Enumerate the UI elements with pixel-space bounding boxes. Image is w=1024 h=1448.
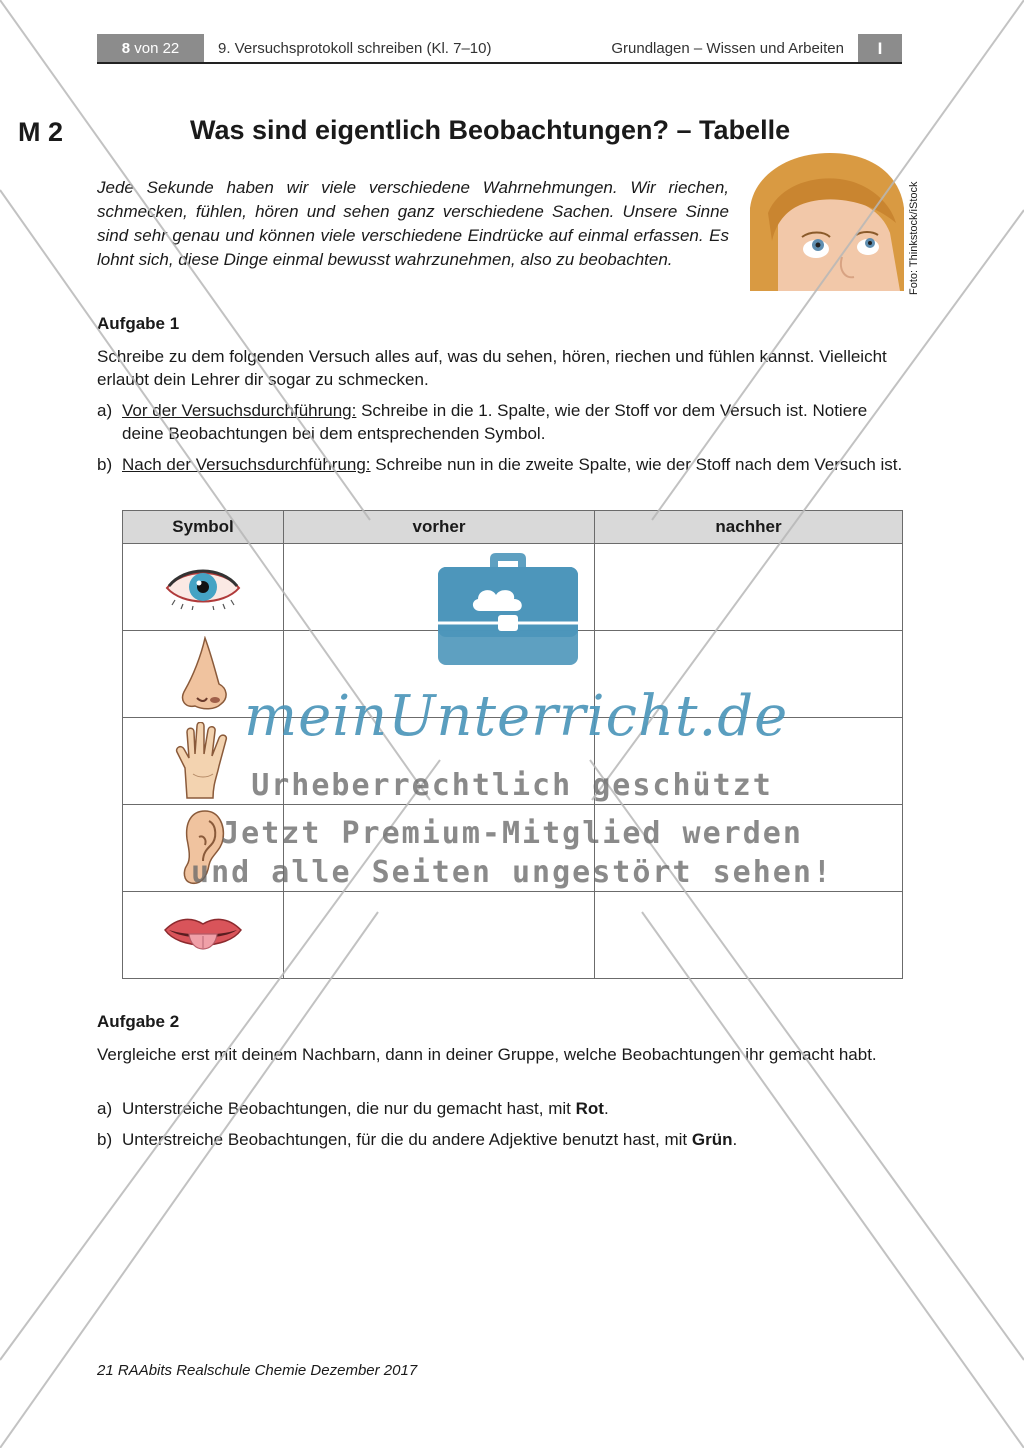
watermark-line-3: und alle Seiten ungestört sehen! [191,855,833,890]
mouth-icon [163,910,243,960]
symbol-cell [123,805,284,892]
table-row [123,718,903,805]
item-bold: Grün [691,1130,733,1149]
task1-heading: Aufgabe 1 [97,314,180,333]
table-row [123,805,903,892]
task2-heading: Aufgabe 2 [97,1012,180,1031]
item-underlined: Vor der Versuchsdurchführung: [122,401,357,420]
page-count: von 22 [134,40,180,57]
hand-icon [173,722,233,800]
table-row [123,544,903,631]
page-number: 8 [121,40,131,57]
item-text: Unterstreiche Beobachtungen, für die du andere Adjektive benutzt hast, mit [122,1130,692,1149]
nose-icon [175,636,231,712]
item-end: . [732,1130,738,1149]
cell-nachher[interactable] [595,718,903,805]
page-number-badge [97,34,204,63]
task1-item-b [97,453,907,476]
item-rest: Schreibe in die 1. Spalte, wie der Stoff vor dem Versuch ist. Notiere deine Beobachtungen bei dem entsprechenden Symbol. [122,401,868,443]
item-label: b) [97,455,113,474]
symbol-cell [123,718,284,805]
material-label: M 2 [18,117,64,147]
photo-credit: Foto: Thinkstock/iStock [908,181,920,295]
task1-item-a [97,399,907,445]
ear-icon [179,809,227,887]
cell-vorher[interactable] [284,631,595,718]
header-section: Grundlagen – Wissen und Arbeiten [611,40,844,57]
symbol-cell [123,631,284,718]
watermark-line-2: Jetzt Premium-Mitglied werden [221,816,803,851]
col-header-nachher: nachher [595,511,903,544]
observation-table [122,510,903,979]
symbol-cell [123,892,284,979]
footer-text: 21 RAAbits Realschule Chemie Dezember 2017 [97,1362,418,1379]
intro-text: Jede Sekunde haben wir viele verschiedene Wahrnehmungen. Wir riechen, schmecken, fühlen, hören und sehen ganz verschiedene Sachen. Unsere Sinne sind sehr genau und können viele verschiedene Eindrücke auf einmal erfassen. Es lohnt sich, diese Dinge einmal bewusst wahrzunehmen, also zu beobachten. [97,178,729,269]
task2-item-a [97,1097,907,1120]
item-end: . [603,1099,609,1118]
watermark-logo: meinUnterricht.de [244,684,789,749]
header-level: I [858,34,902,63]
item-rest: Schreibe nun in die zweite Spalte, wie der Stoff nach dem Versuch ist. [370,455,903,474]
symbol-cell [123,544,284,631]
col-header-vorher: vorher [284,511,595,544]
cell-vorher[interactable] [284,718,595,805]
girl-photo [750,153,904,291]
table-row [123,892,903,979]
cell-nachher[interactable] [595,544,903,631]
task2-item-b [97,1128,907,1151]
watermark-line-1: Urheberrechtlich geschützt [251,768,773,803]
item-bold: Rot [575,1099,604,1118]
item-label: a) [97,401,113,420]
cell-nachher[interactable] [595,631,903,718]
item-label: b) [97,1130,113,1149]
header-title: 9. Versuchsprotokoll schreiben (Kl. 7–10) [218,40,492,57]
cell-vorher[interactable] [284,805,595,892]
task2-text: Vergleiche erst mit deinem Nachbarn, dann in deiner Gruppe, welche Beobachtungen ihr gemacht habt. [97,1045,877,1064]
item-underlined: Nach der Versuchsdurchführung: [122,455,371,474]
header-divider [97,62,902,64]
cell-vorher[interactable] [284,892,595,979]
table-header-row [123,511,903,544]
item-label: a) [97,1099,113,1118]
page-title: Was sind eigentlich Beobachtungen? – Tabelle [190,115,791,145]
item-text: Unterstreiche Beobachtungen, die nur du gemacht hast, mit [122,1099,576,1118]
col-header-symbol: Symbol [123,511,284,544]
task1-text: Schreibe zu dem folgenden Versuch alles auf, was du sehen, hören, riechen und fühlen kannst. Vielleicht erlaubt dein Lehrer dir sogar zu schmecken. [97,347,887,389]
cell-vorher[interactable] [284,544,595,631]
cell-nachher[interactable] [595,805,903,892]
cell-nachher[interactable] [595,892,903,979]
table-row [123,631,903,718]
eye-icon [163,564,243,610]
